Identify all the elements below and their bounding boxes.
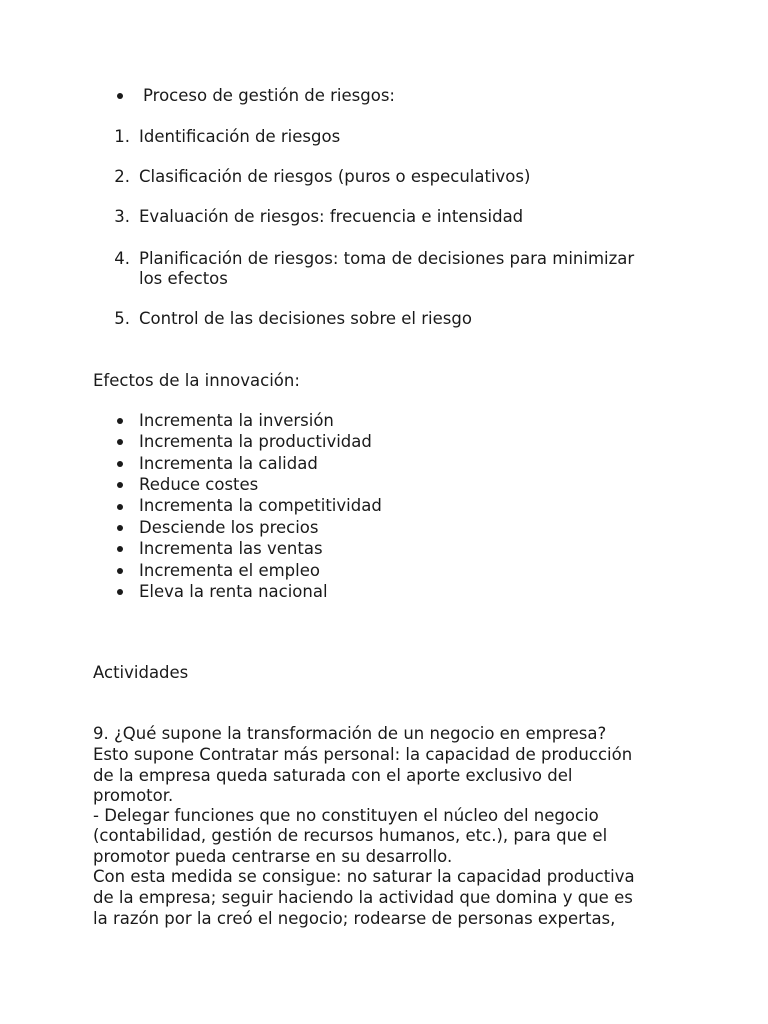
innovation-item: Reduce costes (139, 475, 259, 494)
activities-line: - Delegar funciones que no constituyen el núcleo del negocio (93, 806, 599, 825)
step-1-text: Identificación de riesgos (139, 127, 341, 146)
innovation-item: Eleva la renta nacional (139, 582, 328, 601)
innovation-item: Incrementa las ventas (139, 539, 323, 558)
activities-line: (contabilidad, gestión de recursos humanos, etc.), para que el (93, 826, 608, 845)
innovation-bullet (117, 439, 123, 445)
activities-line: promotor. (93, 786, 174, 805)
activities-heading: Actividades (93, 663, 189, 682)
innovation-bullet (117, 568, 123, 574)
step-4-number: 4. (114, 249, 130, 268)
innovation-bullet (117, 482, 123, 488)
innovation-item: Incrementa la competitividad (139, 496, 382, 515)
innovation-bullet (117, 461, 123, 467)
activities-line: promotor pueda centrarse en su desarrollo. (93, 847, 453, 866)
innovation-bullet (117, 525, 123, 531)
step-2-number: 2. (114, 167, 130, 186)
step-4-text-line-2: los efectos (139, 269, 228, 288)
activities-line: 9. ¿Qué supone la transformación de un negocio en empresa? (93, 724, 607, 743)
step-5-number: 5. (114, 309, 130, 328)
activities-line: Con esta medida se consigue: no saturar la capacidad productiva (93, 867, 635, 886)
innovation-bullet (117, 418, 123, 424)
innovation-item: Incrementa el empleo (139, 561, 320, 580)
innovation-heading: Efectos de la innovación: (93, 371, 300, 390)
step-4-text-line-1: Planificación de riesgos: toma de decisiones para minimizar (139, 249, 635, 268)
innovation-item: Incrementa la productividad (139, 432, 372, 451)
process-heading-bullet (117, 93, 123, 99)
innovation-bullet (117, 546, 123, 552)
innovation-bullet (117, 589, 123, 595)
step-2-text: Clasificación de riesgos (puros o especulativos) (139, 167, 531, 186)
activities-line: de la empresa queda saturada con el aporte exclusivo del (93, 766, 573, 785)
innovation-item: Desciende los precios (139, 518, 319, 537)
innovation-item: Incrementa la calidad (139, 454, 318, 473)
step-1-number: 1. (114, 127, 130, 146)
step-3-number: 3. (114, 207, 130, 226)
activities-line: de la empresa; seguir haciendo la actividad que domina y que es (93, 888, 633, 907)
activities-line: Esto supone Contratar más personal: la capacidad de producción (93, 745, 633, 764)
innovation-item: Incrementa la inversión (139, 411, 334, 430)
step-5-text: Control de las decisiones sobre el riesgo (139, 309, 472, 328)
process-heading: Proceso de gestión de riesgos: (143, 86, 395, 105)
step-3-text: Evaluación de riesgos: frecuencia e intensidad (139, 207, 524, 226)
activities-line: la razón por la creó el negocio; rodearse de personas expertas, (93, 909, 616, 928)
innovation-bullet (117, 504, 123, 510)
